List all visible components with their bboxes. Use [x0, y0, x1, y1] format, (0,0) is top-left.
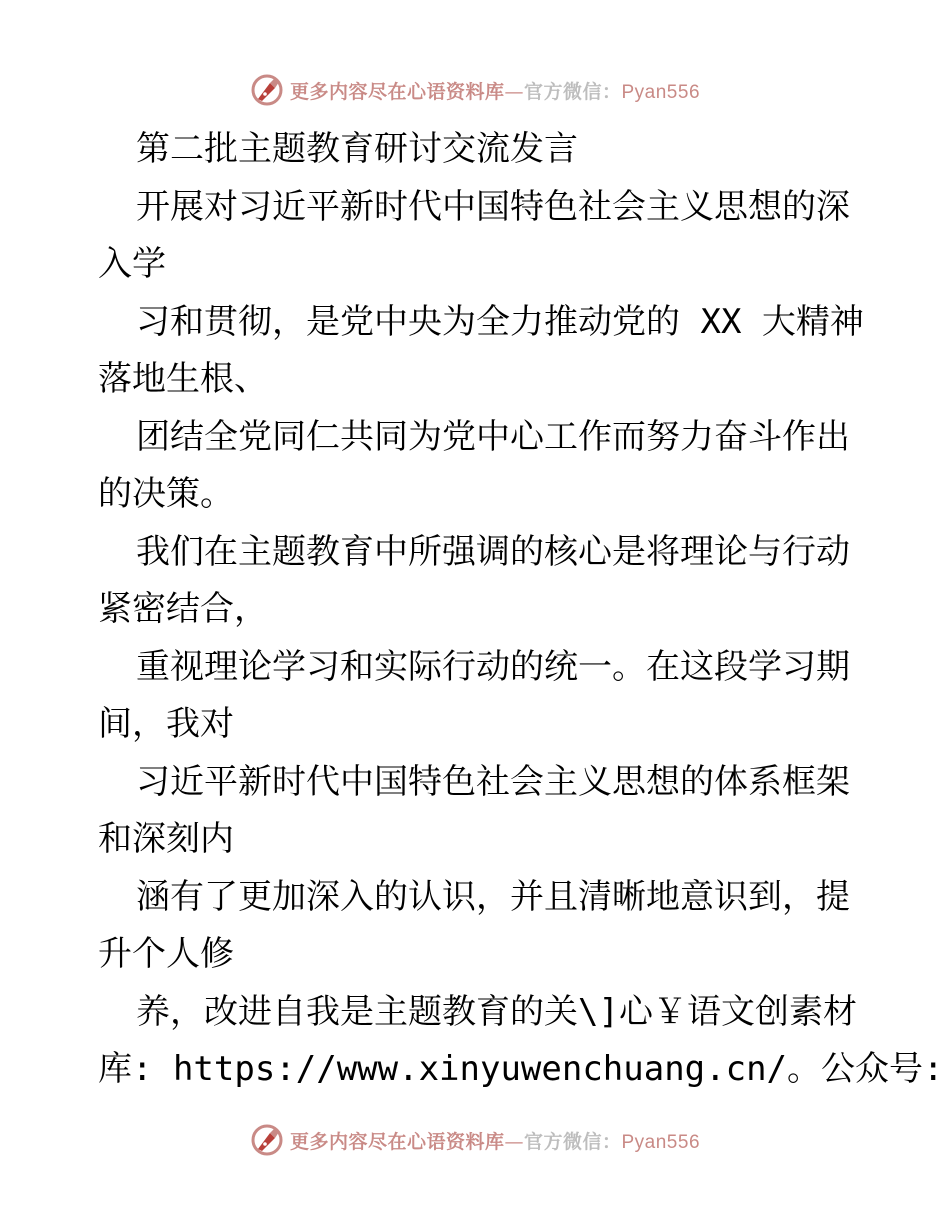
body-line: 入学 — [98, 244, 166, 284]
footer-banner-dash: — — [504, 1130, 524, 1153]
header-banner — [0, 70, 950, 110]
body-line: 我们在主题教育中所强调的核心是将理论与行动 — [136, 531, 850, 572]
footer-banner — [0, 1120, 950, 1160]
body-line: 升个人修 — [98, 934, 234, 974]
header-banner-main: 更多内容尽在心语资料库 — [289, 80, 505, 103]
body-line: 间，我对 — [98, 704, 234, 744]
body-line: 养，改进自我是主题教育的关\]心￥语文创素材 — [136, 991, 857, 1032]
footer-banner-label — [290, 1127, 700, 1154]
footer-banner-official: 官方微信： — [523, 1130, 622, 1153]
body-line: 习近平新时代中国特色社会主义思想的体系框架 — [136, 761, 850, 802]
footer-banner-id: Pyan556 — [621, 1131, 701, 1153]
body-line: 落地生根、 — [98, 359, 268, 399]
body-line: 重视理论学习和实际行动的统一。在这段学习期 — [136, 646, 850, 687]
body-line: 涵有了更加深入的认识，并且清晰地意识到，提 — [136, 876, 850, 917]
body-line: 团结全党同仁共同为党中心工作而努力奋斗作出 — [136, 416, 850, 457]
pen-nib-logo-icon — [250, 1123, 284, 1157]
body-line-url: 库: https://www.xinyuwenchuang.cn/。公众号: — [98, 1049, 944, 1089]
body-line: 紧密结合， — [98, 589, 268, 629]
body-line: 开展对习近平新时代中国特色社会主义思想的深 — [136, 186, 850, 227]
header-banner-label — [290, 77, 700, 104]
body-line: 的决策。 — [98, 474, 234, 514]
header-banner-official: 官方微信： — [523, 80, 622, 103]
footer-banner-main: 更多内容尽在心语资料库 — [289, 1130, 505, 1153]
header-banner-dash: — — [504, 80, 524, 103]
body-line: 和深刻内 — [98, 819, 234, 859]
document-body — [98, 121, 944, 1099]
body-line: 习和贯彻，是党中央为全力推动党的 XX 大精神 — [136, 301, 864, 342]
header-banner-id: Pyan556 — [621, 81, 701, 103]
document-title: 第二批主题教育研讨交流发言 — [136, 129, 578, 169]
pen-nib-logo-icon — [250, 73, 284, 107]
